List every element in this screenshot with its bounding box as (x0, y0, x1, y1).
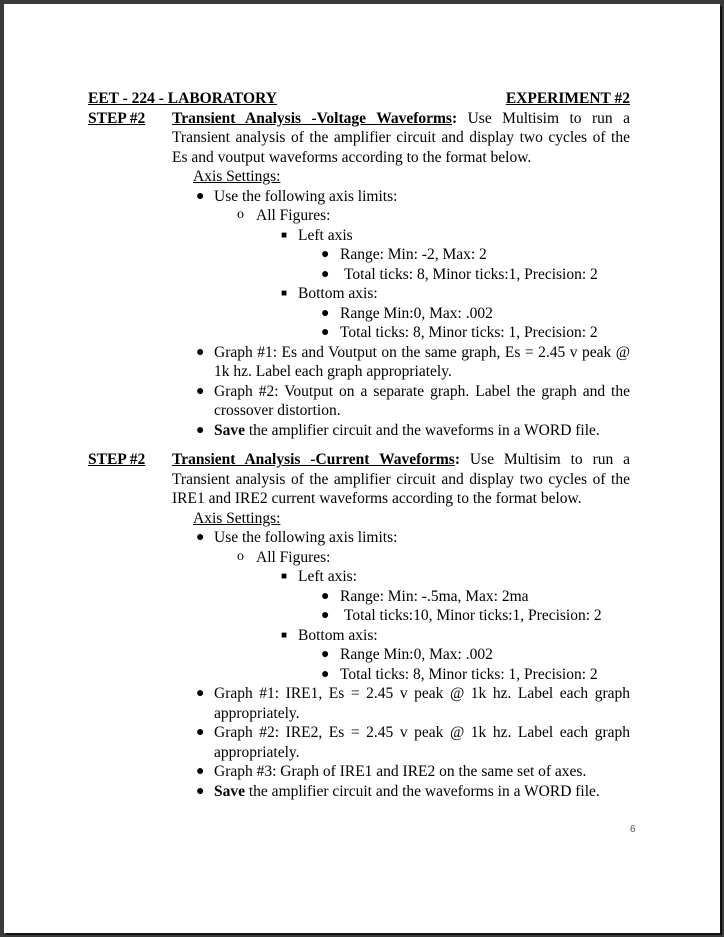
bullet-circle-icon: o (237, 207, 244, 222)
step-voltage-waveforms (88, 109, 630, 168)
step-body (172, 450, 630, 509)
list-item: ● Range Min:0, Max: .002 (321, 304, 493, 322)
bullet-square-icon: ■ (281, 288, 288, 299)
step-title: Transient Analysis -Current Waveforms (172, 451, 455, 468)
list-item: ● Save the amplifier circuit and the waveforms in a WORD file. (196, 421, 600, 439)
step-description: Use Multisim to run a Transient analysis of the amplifier circuit and display two cycles of the Es and voutput waveforms according to the format below. (172, 109, 630, 166)
step-title: Transient Analysis -Voltage Waveforms (172, 109, 452, 127)
list-item: o All Figures: (237, 207, 331, 224)
bullet-dot-icon: ● (321, 666, 330, 682)
bullet-dot-icon: ● (321, 588, 330, 604)
list-item: ● Use the following axis limits: (196, 187, 398, 205)
list-item: ● Total ticks: 8, Minor ticks: 1, Precision: 2 (321, 324, 598, 341)
bullet-dot-icon: ● (196, 764, 205, 779)
bullet-dot-icon: ● (321, 266, 330, 282)
bullet-dot-icon: ● (196, 344, 205, 360)
bullet-dot-icon: ● (196, 422, 205, 438)
document-page (4, 4, 720, 933)
step-body (172, 109, 630, 168)
list-item: ● Range: Min: -2, Max: 2 (321, 246, 487, 263)
list-item: ● Range: Min: -.5ma, Max: 2ma (321, 587, 529, 605)
page-content (88, 89, 630, 801)
bullet-square-icon: ■ (281, 229, 288, 241)
list-item: ● Total ticks: 8, Minor ticks:1, Precision: 2 (321, 265, 598, 283)
list-item: ● Total ticks:10, Minor ticks:1, Precision: 2 (321, 607, 602, 624)
step-label: STEP #2 (88, 109, 146, 127)
list-item: ● Graph #3: Graph of IRE1 and IRE2 on the same set of axes. (196, 763, 587, 780)
step-description: Use Multisim to run a Transient analysis of the amplifier circuit and display two cycles of the IRE1 and IRE2 current waveforms according to the format below. (172, 451, 630, 507)
list-item: ■ Bottom axis: (281, 626, 378, 644)
bullet-dot-icon: ● (196, 188, 205, 204)
list-item: ■ Left axis (281, 226, 353, 244)
bullet-dot-icon: ● (321, 647, 330, 662)
list-item: ■ Left axis: (281, 568, 357, 585)
bullet-square-icon: ■ (281, 571, 288, 582)
list-item: ● Graph #2: IRE2, Es = 2.45 v peak @ 1k hz. Label each graph appropriately. (196, 724, 630, 761)
list-item: ● Use the following axis limits: (196, 529, 398, 546)
page-header (88, 89, 630, 109)
step-current-waveforms (88, 450, 630, 509)
list-item: ● Graph #1: Es and Voutput on the same graph, Es = 2.45 v peak @ 1k hz. Label each graph appropriately. (196, 343, 630, 380)
axis-settings-list (88, 528, 630, 801)
bullet-dot-icon: ● (196, 383, 205, 399)
bullet-dot-icon: ● (321, 247, 330, 262)
page-number: 6 (630, 824, 636, 835)
bullet-dot-icon: ● (321, 608, 330, 623)
bullet-dot-icon: ● (196, 530, 205, 545)
experiment-title: EXPERIMENT #2 (505, 90, 630, 107)
bullet-circle-icon: o (237, 548, 244, 564)
bullet-dot-icon: ● (196, 725, 205, 740)
bullet-square-icon: ■ (281, 629, 288, 641)
step-intro: Transient Analysis -Current Waveforms: Use Multisim to run a Transient analysis of the amplifier circuit and display two cycles of the IRE1 and IRE2 current waveforms according to the format below. (172, 451, 630, 507)
axis-settings-heading: Axis Settings: (193, 168, 281, 185)
list-item: ● Graph #1: IRE1, Es = 2.45 v peak @ 1k hz. Label each graph appropriately. (196, 685, 630, 722)
step-intro: Transient Analysis -Voltage Waveforms: Use Multisim to run a Transient analysis of the amplifier circuit and display two cycles of the Es and voutput waveforms according to the format below. (172, 109, 630, 166)
axis-settings-list (88, 187, 630, 441)
bullet-dot-icon: ● (196, 783, 205, 799)
step-label: STEP #2 (88, 451, 146, 468)
list-item: ● Total ticks: 8, Minor ticks: 1, Precision: 2 (321, 665, 598, 683)
list-item: ● Range Min:0, Max: .002 (321, 646, 493, 663)
list-item: o All Figures: (237, 548, 331, 566)
list-item: ● Save the amplifier circuit and the waveforms in a WORD file. (196, 782, 600, 800)
list-item: ● Graph #2: Voutput on a separate graph. Label the graph and the crossover distortion. (196, 382, 630, 419)
list-item: ■ Bottom axis: (281, 285, 378, 302)
course-title: EET - 224 - LABORATORY (88, 90, 277, 107)
axis-settings-heading: Axis Settings: (193, 509, 281, 527)
bullet-dot-icon: ● (321, 305, 330, 321)
bullet-dot-icon: ● (196, 686, 205, 701)
bullet-dot-icon: ● (321, 325, 330, 340)
